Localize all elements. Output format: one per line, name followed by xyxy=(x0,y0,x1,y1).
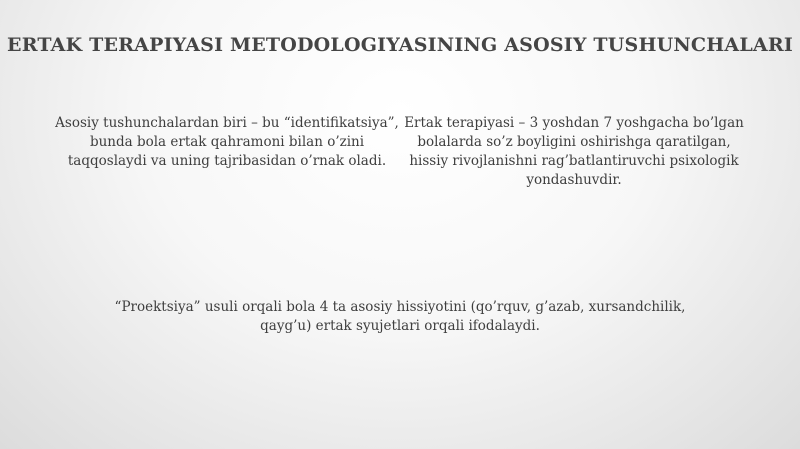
projection-paragraph: “Proektsiya” usuli orqali bola 4 ta asosiy hissiyotini (qo’rquv, g’azab, xursandchilik, qayg’u) ertak syujetlari orqali ifodalaydi. xyxy=(114,299,686,334)
definition-paragraph: Ertak terapiyasi – 3 yoshdan 7 yoshgacha bo’lgan bolalarda so’z boyligini oshirishga qaratilgan, hissiy rivojlanishni rag’batlantiruvchi psixologik yondashuvdir. xyxy=(404,115,744,188)
identification-paragraph: Asosiy tushunchalardan biri – bu “identifikatsiya”, bunda bola ertak qahramoni bilan o’zini taqqoslaydi va uning tajribasidan o’rnak oladi. xyxy=(55,115,399,169)
slide-title: ERTAK TERAPIYASI METODOLOGIYASINING ASOSIY TUSHUNCHALARI xyxy=(7,34,793,56)
